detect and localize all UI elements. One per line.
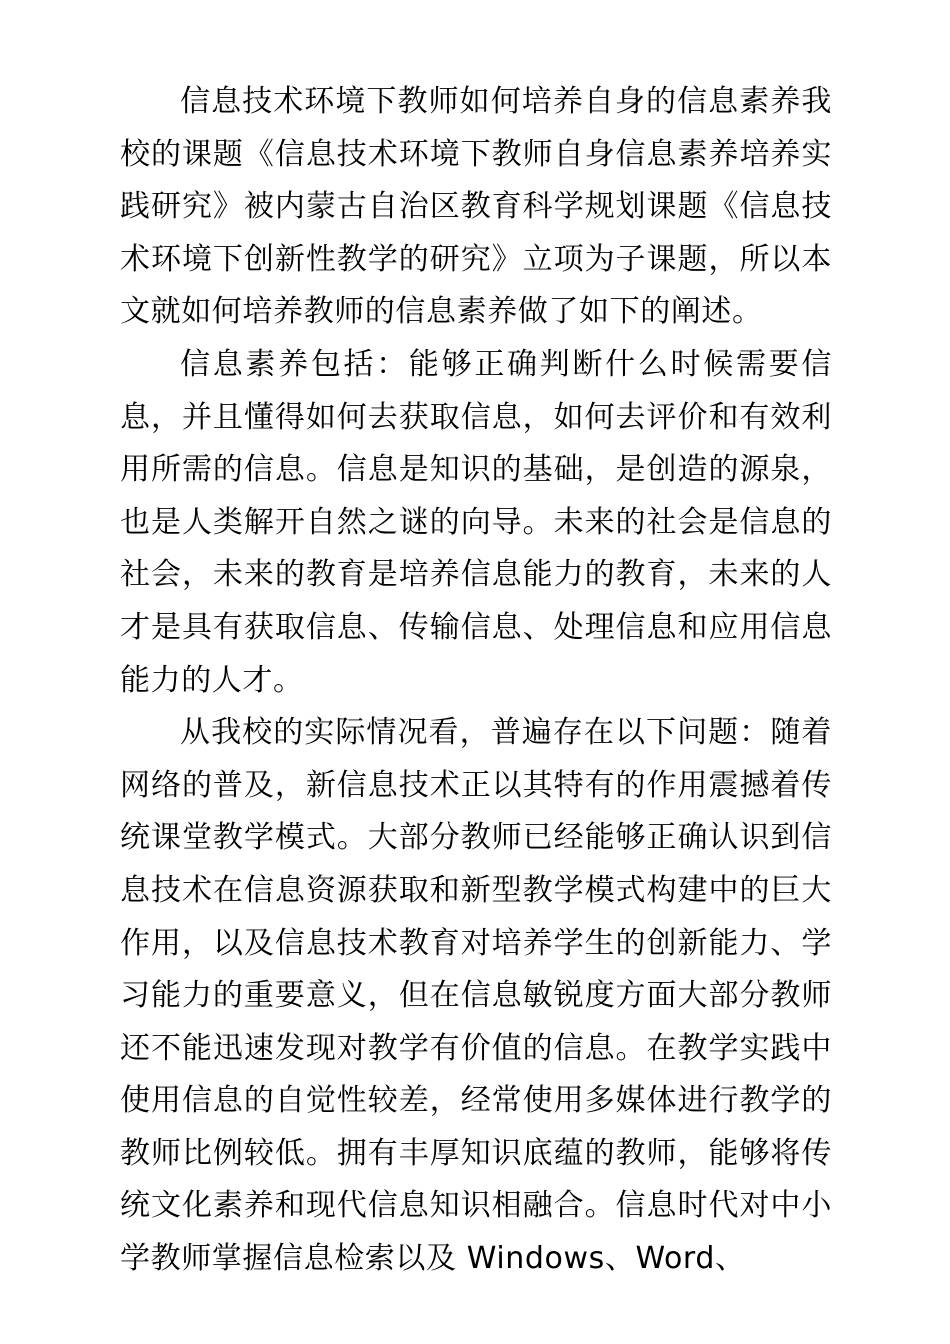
paragraph-intro: 信息技术环境下教师如何培养自身的信息素养我校的课题《信息技术环境下教师自身信息素养培养实践研究》被内蒙古自治区教育科学规划课题《信息技术环境下创新性教学的研究》立项为子课题，所以本文就如何培养教师的信息素养做了如下的阐述。: [120, 84, 832, 330]
paragraph-information-literacy: 信息素养包括：能够正确判断什么时候需要信息，并且懂得如何去获取信息，如何去评价和有效利用所需的信息。信息是知识的基础，是创造的源泉，也是人类解开自然之谜的向导。未来的社会是信息的社会，未来的教育是培养信息能力的教育，未来的人才是具有获取信息、传输信息、处理信息和应用信息能力的人才。: [120, 346, 832, 698]
paragraph-school-situation: 从我校的实际情况看，普遍存在以下问题：随着网络的普及，新信息技术正以其特有的作用震撼着传统课堂教学模式。大部分教师已经能够正确认识到信息技术在信息资源获取和新型教学模式构建中的巨大作用，以及信息技术教育对培养学生的创新能力、学习能力的重要意义，但在信息敏锐度方面大部分教师还不能迅速发现对教学有价值的信息。在教学实践中使用信息的自觉性较差，经常使用多媒体进行教学的教师比例较低。拥有丰厚知识底蕴的教师，能够将传统文化素养和现代信息知识相融合。信息时代对中小学教师掌握信息检索以及 Windows、Word、: [120, 715, 832, 1277]
document-body: [120, 76, 832, 1286]
